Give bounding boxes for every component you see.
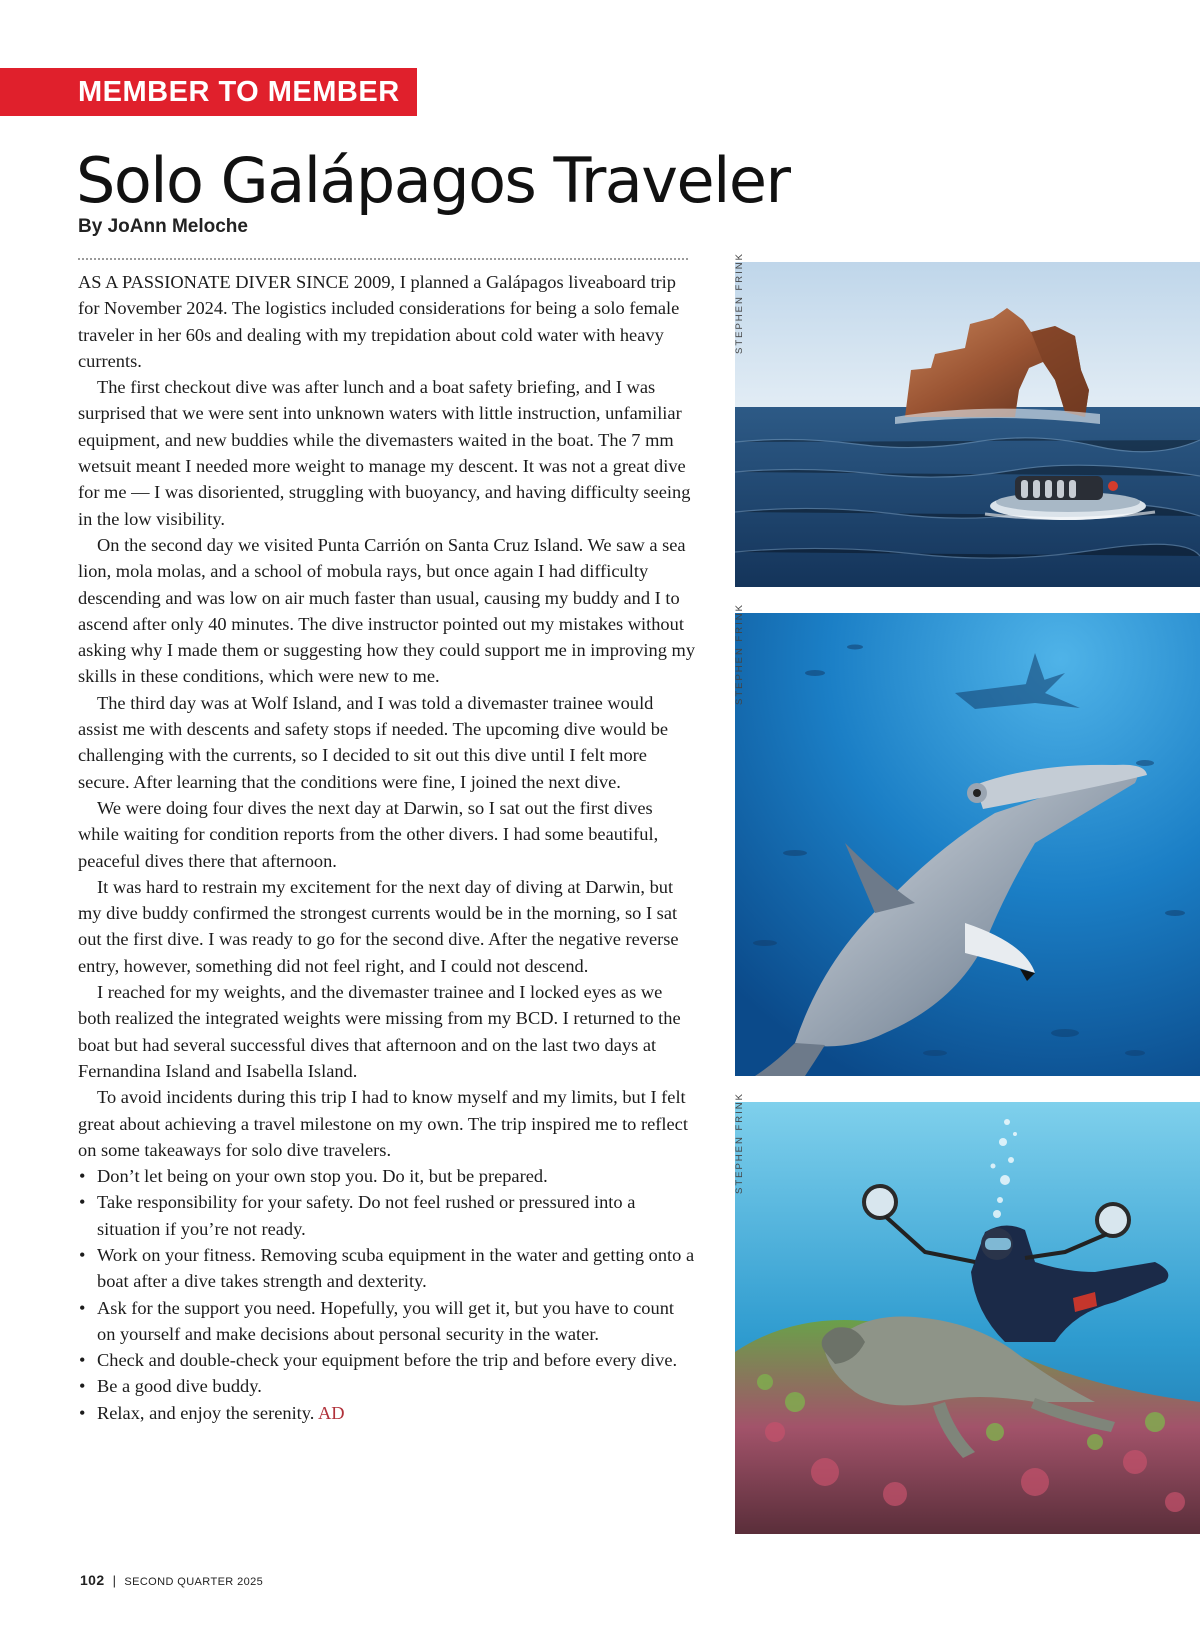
list-item: • Take responsibility for your safety. Do not feel rushed or pressured into a situation if you’re not ready. bbox=[78, 1189, 696, 1242]
section-banner: MEMBER TO MEMBER bbox=[0, 68, 417, 116]
photo-credit: STEPHEN FRINK bbox=[734, 602, 745, 705]
iguana-diver-photo bbox=[734, 1091, 1200, 1534]
hammerhead-illustration bbox=[734, 602, 1200, 1076]
paragraph: I reached for my weights, and the divemaster trainee and I locked eyes as we both realized the integrated weights were missing from my BCD. I returned to the boat but had several successful dives that afternoon and on the last two days at Fernandina Island and Isabella Island. bbox=[78, 982, 681, 1081]
list-item-text: Relax, and enjoy the serenity. bbox=[97, 1402, 315, 1423]
end-mark: AD bbox=[317, 1402, 345, 1423]
photo-credit: STEPHEN FRINK bbox=[734, 251, 745, 354]
dotted-divider bbox=[78, 258, 688, 260]
paragraph: The first checkout dive was after lunch and a boat safety briefing, and I was surprised that we were sent into unknown waters with little instruction, unfamiliar equipment, and new buddies while the divemasters waited in the boat. The 7 mm wetsuit meant I needed more weight to manage my descent. It was not a great dive for me — I was disoriented, struggling with buoyancy, and having difficulty seeing in the low visibility. bbox=[78, 377, 691, 529]
issue-label: SECOND QUARTER 2025 bbox=[124, 1576, 264, 1588]
list-item: • Be a good dive buddy. bbox=[78, 1373, 696, 1399]
article-body bbox=[78, 269, 696, 1426]
rock-arch-photo bbox=[734, 251, 1200, 587]
photo-credit: STEPHEN FRINK bbox=[734, 1091, 745, 1194]
paragraph: The third day was at Wolf Island, and I was told a divemaster trainee would assist me with descents and safety stops if needed. The upcoming dive would be challenging with the currents, so I decided to sit out this dive until I felt more secure. After learning that the conditions were fine, I joined the next dive. bbox=[78, 692, 669, 792]
footer-separator: | bbox=[112, 1573, 117, 1588]
paragraph: We were doing four dives the next day at Darwin, so I sat out the first dives while waiting for condition reports from the other divers. I had some beautiful, peaceful dives there that afternoon. bbox=[78, 797, 659, 871]
list-item: • Check and double-check your equipment before the trip and before every dive. bbox=[78, 1347, 696, 1373]
hammerhead-photo bbox=[734, 602, 1200, 1076]
paragraph: It was hard to restrain my excitement for the next day of diving at Darwin, but my dive buddy confirmed the strongest currents would be in the morning, so I sat out the first dive. I was ready to go for the second dive. After the negative reverse entry, however, something did not feel right, and I could not descend. bbox=[78, 876, 679, 976]
page-footer bbox=[80, 1572, 263, 1588]
list-item: • Work on your fitness. Removing scuba equipment in the water and getting onto a boat after a dive takes strength and dexterity. bbox=[78, 1242, 696, 1295]
list-item: • Don’t let being on your own stop you. Do it, but be prepared. bbox=[78, 1163, 696, 1189]
iguana-diver-illustration bbox=[734, 1091, 1200, 1534]
paragraph: To avoid incidents during this trip I had to know myself and my limits, but I felt great about achieving a travel milestone on my own. The trip inspired me to reflect on some takeaways for solo dive travelers. bbox=[78, 1087, 688, 1160]
article-title: Solo Galápagos Traveler bbox=[76, 144, 790, 217]
paragraph: On the second day we visited Punta Carrión on Santa Cruz Island. We saw a sea lion, mola molas, and a school of mobula rays, but once again I had difficulty descending and was low on air much faster than usual, causing my buddy and I to ascend after only 40 minutes. The dive instructor pointed out my mistakes without asking why I made them or suggesting how they could support me in improving my skills in these conditions, which were new to me. bbox=[78, 534, 696, 687]
rock-arch-illustration bbox=[734, 251, 1200, 587]
list-item bbox=[78, 1400, 696, 1426]
list-item: • Ask for the support you need. Hopefully, you will get it, but you have to count on yourself and make decisions about personal security in the water. bbox=[78, 1295, 696, 1348]
paragraph: AS A PASSIONATE DIVER SINCE 2009, I planned a Galápagos liveaboard trip for November 2024. The logistics included considerations for being a solo female traveler in her 60s and dealing with my trepidation about cold water with heavy currents. bbox=[78, 272, 680, 371]
byline: By JoAnn Meloche bbox=[78, 216, 248, 237]
takeaways-list bbox=[78, 1163, 696, 1426]
page-number: 102 bbox=[80, 1572, 105, 1588]
